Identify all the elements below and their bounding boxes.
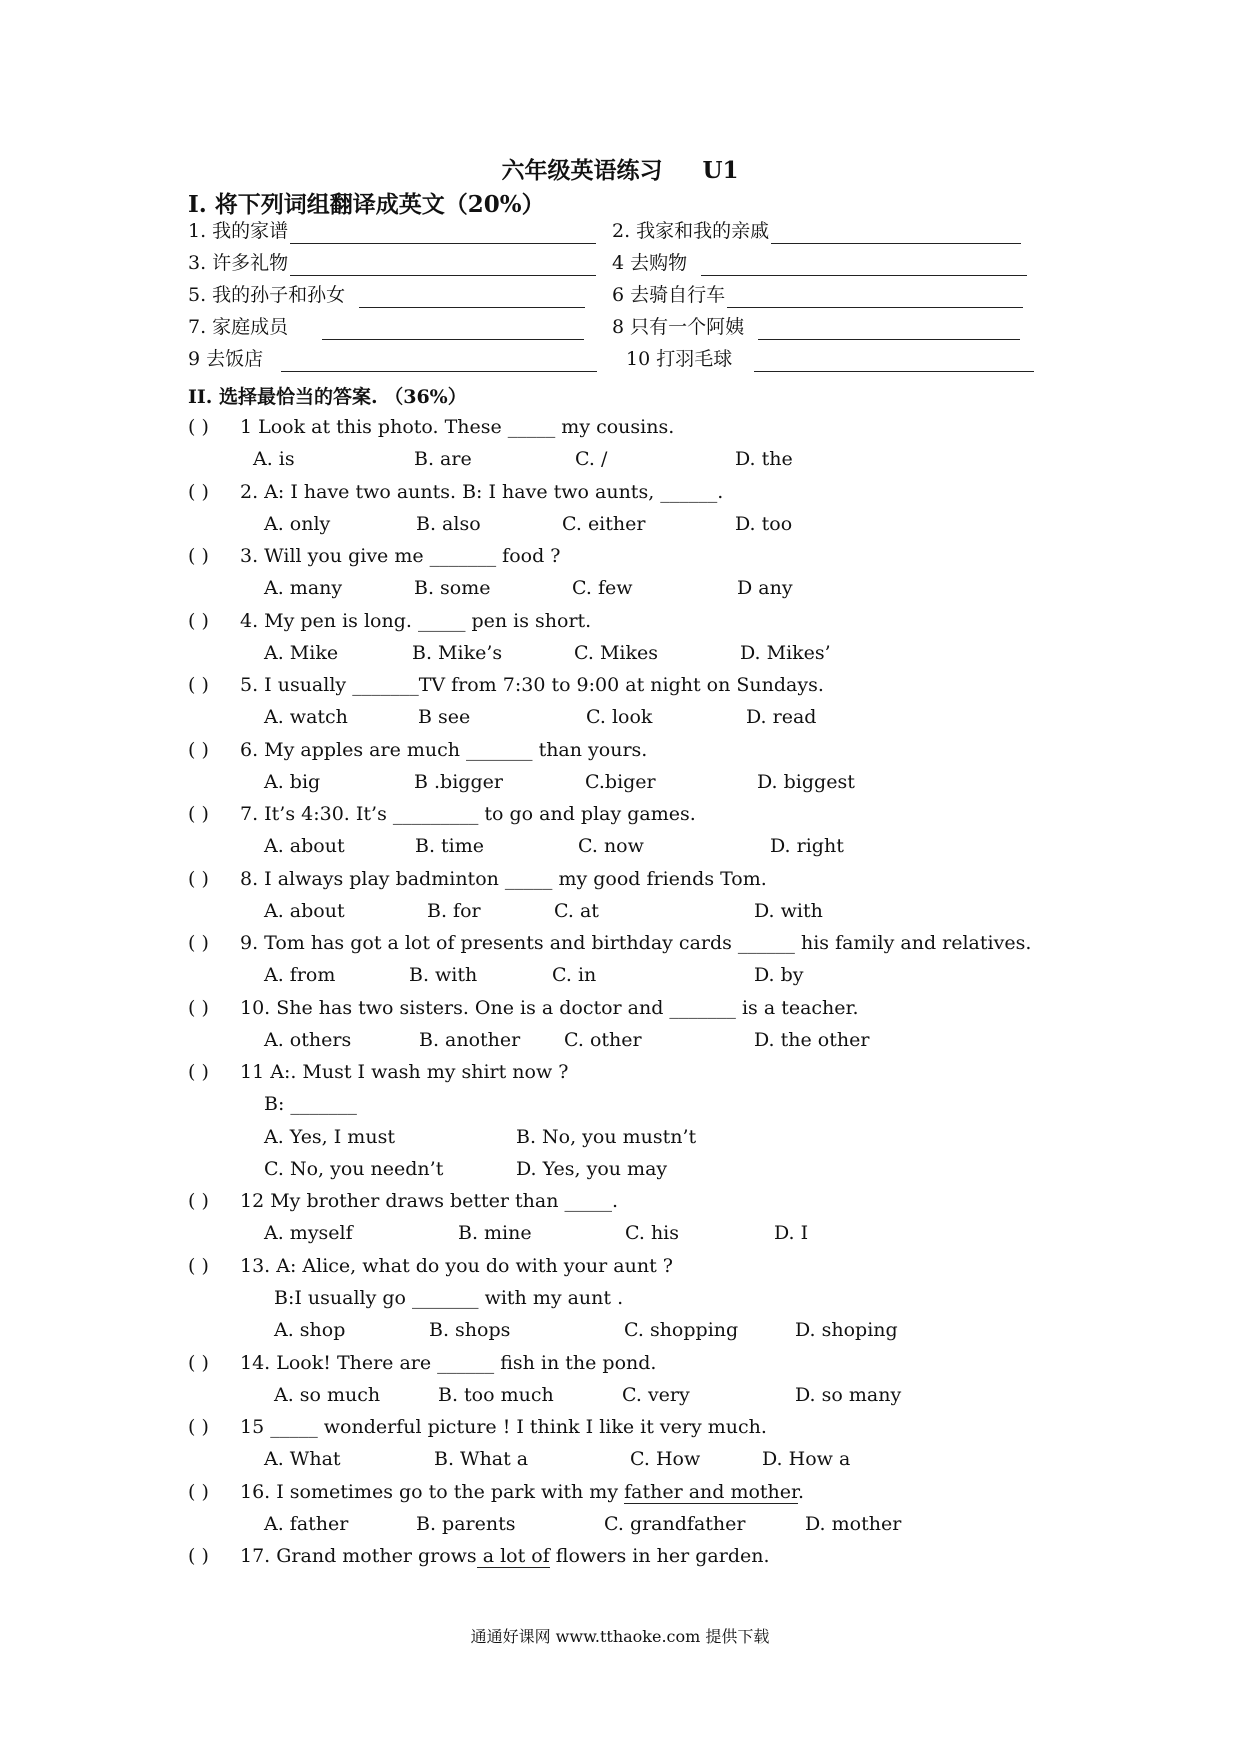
option-c: C. few xyxy=(572,577,633,599)
option-a: A. Yes, I must xyxy=(264,1126,395,1148)
option-b: B. Mike’s xyxy=(412,642,503,664)
option-d: D. the xyxy=(735,448,793,470)
option-b: B. for xyxy=(427,900,481,922)
question-2: 2. A: I have two aunts. B: I have two aunts, ______. xyxy=(240,481,724,503)
answer-blank[interactable] xyxy=(281,351,597,372)
translate-item xyxy=(188,314,584,340)
option-d: D. read xyxy=(746,706,817,728)
question-15: 15 _____ wonderful picture ! I think I like it very much. xyxy=(240,1416,767,1438)
answer-bracket[interactable]: ( ) xyxy=(188,1481,209,1503)
option-b: B. with xyxy=(409,964,478,986)
answer-bracket[interactable]: ( ) xyxy=(188,674,209,696)
translate-item xyxy=(188,218,596,244)
section2-heading: II. 选择最恰当的答案. （36%） xyxy=(188,386,467,408)
translate-item xyxy=(188,282,585,308)
answer-blank[interactable] xyxy=(290,255,596,276)
option-b: B. are xyxy=(414,448,472,470)
option-b: B. No, you mustn’t xyxy=(516,1126,697,1148)
option-d: D. so many xyxy=(795,1384,902,1406)
question-text: . xyxy=(798,1481,805,1503)
answer-blank[interactable] xyxy=(290,223,596,244)
option-a: A. myself xyxy=(264,1222,353,1244)
translate-item xyxy=(188,346,597,372)
translate-item xyxy=(612,218,1021,244)
question-13: 13. A: Alice, what do you do with your aunt ? xyxy=(240,1255,673,1277)
answer-bracket[interactable]: ( ) xyxy=(188,1416,209,1438)
question-8: 8. I always play badminton _____ my good friends Tom. xyxy=(240,868,767,890)
option-d: D. right xyxy=(770,835,844,857)
answer-bracket[interactable]: ( ) xyxy=(188,416,209,438)
option-c: C. grandfather xyxy=(604,1513,746,1535)
answer-blank[interactable] xyxy=(359,287,585,308)
question-14: 14. Look! There are ______ fish in the pond. xyxy=(240,1352,657,1374)
question-7: 7. It’s 4:30. It’s _________ to go and play games. xyxy=(240,803,696,825)
option-a: A. only xyxy=(264,513,331,535)
underlined-phrase: a lot of xyxy=(476,1545,550,1567)
underlined-phrase: father and mother xyxy=(624,1481,799,1503)
answer-blank[interactable] xyxy=(771,223,1021,244)
option-d: D. I xyxy=(774,1222,809,1244)
option-a: A. watch xyxy=(264,706,348,728)
option-c: C. look xyxy=(586,706,653,728)
option-a: A. father xyxy=(264,1513,349,1535)
option-c: C. No, you needn’t xyxy=(264,1158,444,1180)
answer-bracket[interactable]: ( ) xyxy=(188,803,209,825)
option-d: D. biggest xyxy=(757,771,855,793)
option-b: B. too much xyxy=(438,1384,554,1406)
translate-item xyxy=(612,250,1027,276)
option-c: C. / xyxy=(575,448,608,470)
option-b: B. another xyxy=(419,1029,521,1051)
answer-bracket[interactable]: ( ) xyxy=(188,1190,209,1212)
question-3: 3. Will you give me _______ food ? xyxy=(240,545,561,567)
question-13-answer-line: B:I usually go _______ with my aunt . xyxy=(274,1287,624,1309)
answer-bracket[interactable]: ( ) xyxy=(188,481,209,503)
question-text: flowers in her garden. xyxy=(549,1545,770,1567)
option-b: B. What a xyxy=(434,1448,529,1470)
option-d: D. shoping xyxy=(795,1319,898,1341)
answer-bracket[interactable]: ( ) xyxy=(188,1545,209,1567)
question-6: 6. My apples are much _______ than yours. xyxy=(240,739,648,761)
answer-blank[interactable] xyxy=(701,255,1027,276)
translate-item xyxy=(188,250,596,276)
answer-bracket[interactable]: ( ) xyxy=(188,868,209,890)
page-title xyxy=(0,152,1240,185)
translate-item xyxy=(612,282,1023,308)
answer-bracket[interactable]: ( ) xyxy=(188,545,209,567)
question-12: 12 My brother draws better than _____. xyxy=(240,1190,619,1212)
option-a: A. about xyxy=(264,900,345,922)
option-b: B. also xyxy=(416,513,481,535)
option-a: A. many xyxy=(264,577,343,599)
option-a: A. is xyxy=(253,448,295,470)
question-17 xyxy=(240,1545,770,1567)
option-b: B see xyxy=(418,706,471,728)
question-9: 9. Tom has got a lot of presents and birthday cards ______ his family and relatives. xyxy=(240,932,1032,954)
option-a: A. What xyxy=(264,1448,341,1470)
option-c: C.biger xyxy=(585,771,656,793)
translate-label: 8 只有一个阿姨 xyxy=(612,316,745,338)
translate-label: 3. 许多礼物 xyxy=(188,252,289,274)
option-a: A. Mike xyxy=(264,642,339,664)
question-text: 16. I sometimes go to the park with my xyxy=(240,1481,625,1503)
answer-bracket[interactable]: ( ) xyxy=(188,997,209,1019)
translate-label: 6 去骑自行车 xyxy=(612,284,726,306)
option-d: D. the other xyxy=(754,1029,870,1051)
translate-label: 1. 我的家谱 xyxy=(188,220,289,242)
option-b: B. shops xyxy=(429,1319,511,1341)
option-b: B. parents xyxy=(416,1513,516,1535)
option-b: B .bigger xyxy=(414,771,503,793)
option-a: A. big xyxy=(264,771,321,793)
option-c: C. now xyxy=(578,835,644,857)
question-11-answer-line: B: _______ xyxy=(264,1093,357,1115)
title-unit: U1 xyxy=(702,157,739,184)
option-a: A. others xyxy=(264,1029,352,1051)
option-d: D. by xyxy=(754,964,804,986)
translate-label: 2. 我家和我的亲戚 xyxy=(612,220,770,242)
option-d: D. How a xyxy=(762,1448,851,1470)
option-d: D. with xyxy=(754,900,823,922)
option-d: D. Yes, you may xyxy=(516,1158,668,1180)
question-4: 4. My pen is long. _____ pen is short. xyxy=(240,610,592,632)
option-d: D. too xyxy=(735,513,793,535)
option-a: A. shop xyxy=(274,1319,346,1341)
answer-bracket[interactable]: ( ) xyxy=(188,1352,209,1374)
translate-label: 7. 家庭成员 xyxy=(188,316,289,338)
option-c: C. either xyxy=(562,513,646,535)
option-a: A. from xyxy=(264,964,336,986)
option-a: A. so much xyxy=(274,1384,381,1406)
translate-label: 9 去饭店 xyxy=(188,348,264,370)
option-c: C. other xyxy=(564,1029,642,1051)
answer-bracket[interactable]: ( ) xyxy=(188,739,209,761)
section1-heading: I. 将下列词组翻译成英文（20%） xyxy=(188,191,545,218)
option-a: A. about xyxy=(264,835,345,857)
question-16 xyxy=(240,1481,804,1503)
option-b: B. time xyxy=(415,835,485,857)
translate-label: 4 去购物 xyxy=(612,252,688,274)
question-text: 17. Grand mother grows xyxy=(240,1545,477,1567)
option-c: C. shopping xyxy=(624,1319,739,1341)
translate-item xyxy=(612,314,1020,340)
option-d: D. mother xyxy=(805,1513,902,1535)
footer-credit: 通通好课网 www.tthaoke.com 提供下载 xyxy=(470,1627,770,1646)
answer-blank[interactable] xyxy=(758,319,1020,340)
answer-bracket[interactable]: ( ) xyxy=(188,932,209,954)
translate-label: 5. 我的孙子和孙女 xyxy=(188,284,346,306)
option-c: C. in xyxy=(552,964,597,986)
answer-blank[interactable] xyxy=(727,287,1023,308)
translate-item xyxy=(626,346,1034,372)
answer-bracket[interactable]: ( ) xyxy=(188,1061,209,1083)
option-d: D any xyxy=(737,577,793,599)
option-b: B. mine xyxy=(458,1222,532,1244)
option-c: C. very xyxy=(622,1384,690,1406)
answer-bracket[interactable]: ( ) xyxy=(188,1255,209,1277)
question-1: 1 Look at this photo. These _____ my cousins. xyxy=(240,416,675,438)
answer-bracket[interactable]: ( ) xyxy=(188,610,209,632)
translate-label: 10 打羽毛球 xyxy=(626,348,733,370)
question-5: 5. I usually _______TV from 7:30 to 9:00 at night on Sundays. xyxy=(240,674,824,696)
question-10: 10. She has two sisters. One is a doctor and _______ is a teacher. xyxy=(240,997,859,1019)
option-b: B. some xyxy=(414,577,491,599)
answer-blank[interactable] xyxy=(754,351,1034,372)
answer-blank[interactable] xyxy=(322,319,584,340)
option-c: C. at xyxy=(554,900,599,922)
option-c: C. How xyxy=(630,1448,701,1470)
title-main: 六年级英语练习 xyxy=(501,157,663,184)
option-c: C. Mikes xyxy=(574,642,658,664)
option-d: D. Mikes’ xyxy=(740,642,831,664)
option-c: C. his xyxy=(625,1222,680,1244)
question-11: 11 A:. Must I wash my shirt now ? xyxy=(240,1061,569,1083)
